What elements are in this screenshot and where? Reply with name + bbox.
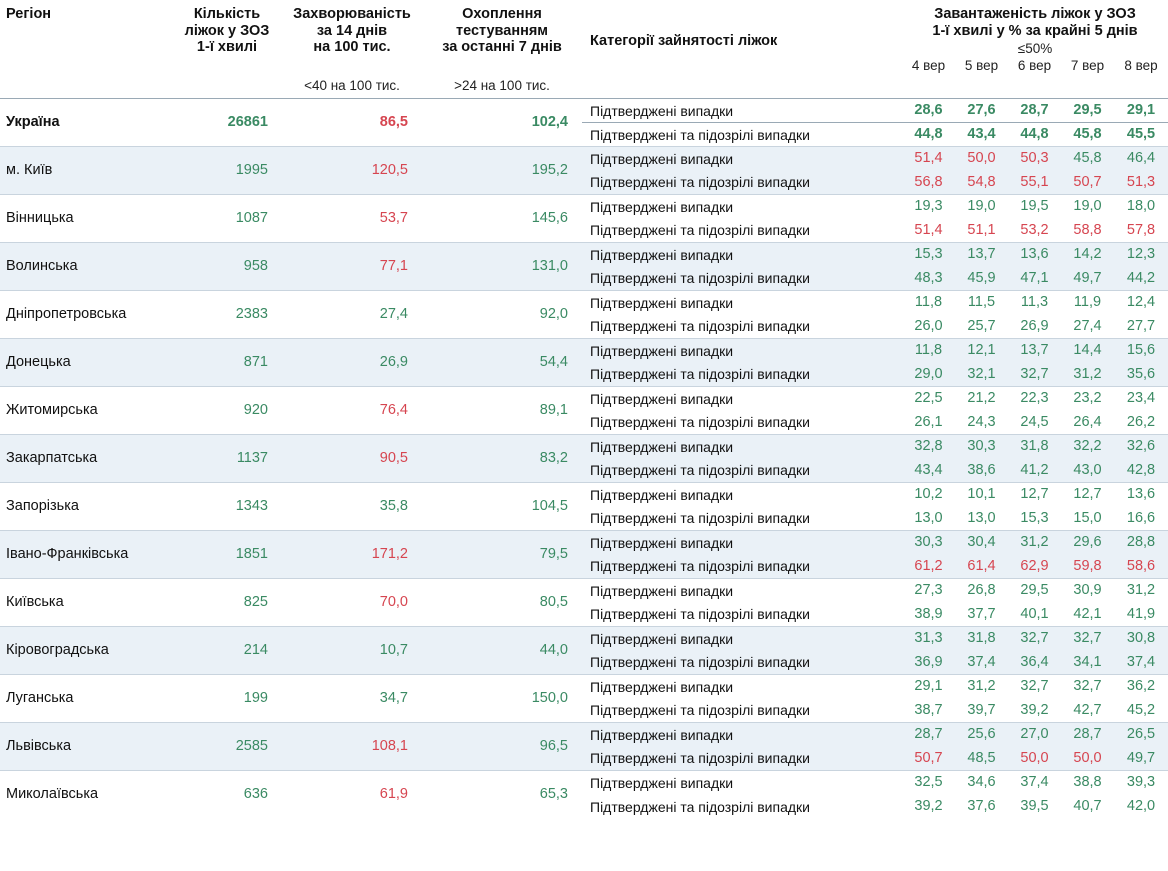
row-suspected-day-2: 55,1 xyxy=(1008,171,1061,195)
row-confirmed-day-3: 14,2 xyxy=(1061,243,1114,267)
header-incidence-line2: за 14 днів xyxy=(316,22,388,39)
row-confirmed-day-4: 23,4 xyxy=(1114,387,1168,411)
row-suspected-day-2: 26,9 xyxy=(1008,315,1061,339)
row-suspected-day-2: 44,8 xyxy=(1008,123,1061,147)
row-beds: 871 xyxy=(172,339,282,387)
row-region: м. Київ xyxy=(0,147,172,195)
header-notes-spacer-region xyxy=(0,76,172,99)
row-confirmed-day-0: 30,3 xyxy=(902,531,955,555)
row-suspected-day-3: 45,8 xyxy=(1061,123,1114,147)
table-row xyxy=(0,627,1168,651)
header-day-1: 5 вер xyxy=(955,57,1008,76)
row-region: Запорізька xyxy=(0,483,172,531)
table-row xyxy=(0,675,1168,699)
row-incidence: 120,5 xyxy=(282,147,422,195)
table-row xyxy=(0,291,1168,315)
row-confirmed-day-3: 14,4 xyxy=(1061,339,1114,363)
row-suspected-day-3: 42,7 xyxy=(1061,699,1114,723)
row-testing: 83,2 xyxy=(422,435,582,483)
header-incidence xyxy=(282,0,422,76)
row-suspected-day-1: 51,1 xyxy=(955,219,1008,243)
header-notes-spacer-cat xyxy=(582,76,902,99)
row-suspected-day-0: 36,9 xyxy=(902,651,955,675)
row-category-confirmed: Підтверджені випадки xyxy=(582,483,902,507)
row-category-confirmed: Підтверджені випадки xyxy=(582,771,902,795)
row-confirmed-day-3: 12,7 xyxy=(1061,483,1114,507)
header-beds-line1: Кількість xyxy=(193,6,261,22)
row-suspected-day-3: 42,1 xyxy=(1061,603,1114,627)
row-suspected-day-1: 45,9 xyxy=(955,267,1008,291)
row-beds: 214 xyxy=(172,627,282,675)
row-incidence: 27,4 xyxy=(282,291,422,339)
row-region: Івано-Франківська xyxy=(0,531,172,579)
row-confirmed-day-1: 26,8 xyxy=(955,579,1008,603)
header-notes-spacer-d0 xyxy=(902,76,955,99)
row-confirmed-day-4: 12,4 xyxy=(1114,291,1168,315)
row-suspected-day-3: 50,0 xyxy=(1061,747,1114,771)
row-category-confirmed-suspected: Підтверджені та підозрілі випадки xyxy=(582,747,902,771)
header-load-line2: 1-ї хвилі у % за крайні 5 днів xyxy=(932,22,1138,39)
row-confirmed-day-2: 12,7 xyxy=(1008,483,1061,507)
row-suspected-day-4: 58,6 xyxy=(1114,555,1168,579)
row-confirmed-day-1: 30,3 xyxy=(955,435,1008,459)
row-confirmed-day-3: 32,7 xyxy=(1061,675,1114,699)
row-category-confirmed: Підтверджені випадки xyxy=(582,435,902,459)
row-confirmed-day-2: 50,3 xyxy=(1008,147,1061,171)
row-confirmed-day-4: 32,6 xyxy=(1114,435,1168,459)
row-region: Львівська xyxy=(0,723,172,771)
header-incidence-line3: на 100 тис. xyxy=(313,39,391,56)
row-suspected-day-1: 61,4 xyxy=(955,555,1008,579)
row-confirmed-day-3: 19,0 xyxy=(1061,195,1114,219)
table-row xyxy=(0,771,1168,795)
row-category-confirmed-suspected: Підтверджені та підозрілі випадки xyxy=(582,411,902,435)
row-category-confirmed: Підтверджені випадки xyxy=(582,147,902,171)
row-incidence: 26,9 xyxy=(282,339,422,387)
row-confirmed-day-0: 29,1 xyxy=(902,675,955,699)
row-confirmed-day-2: 29,5 xyxy=(1008,579,1061,603)
row-suspected-day-0: 29,0 xyxy=(902,363,955,387)
row-suspected-day-4: 16,6 xyxy=(1114,507,1168,531)
row-confirmed-day-2: 37,4 xyxy=(1008,771,1061,795)
row-suspected-day-1: 37,7 xyxy=(955,603,1008,627)
row-incidence: 70,0 xyxy=(282,579,422,627)
row-beds: 1137 xyxy=(172,435,282,483)
row-suspected-day-0: 50,7 xyxy=(902,747,955,771)
row-beds: 26861 xyxy=(172,99,282,147)
header-testing-line3: за останні 7 днів xyxy=(442,39,562,56)
table-row xyxy=(0,99,1168,123)
row-testing: 150,0 xyxy=(422,675,582,723)
row-confirmed-day-0: 22,5 xyxy=(902,387,955,411)
row-confirmed-day-2: 13,7 xyxy=(1008,339,1061,363)
row-confirmed-day-2: 31,2 xyxy=(1008,531,1061,555)
row-suspected-day-3: 58,8 xyxy=(1061,219,1114,243)
row-confirmed-day-0: 15,3 xyxy=(902,243,955,267)
row-testing: 96,5 xyxy=(422,723,582,771)
header-categories: Категорії зайнятості ліжок xyxy=(582,0,902,76)
row-confirmed-day-4: 36,2 xyxy=(1114,675,1168,699)
row-suspected-day-2: 41,2 xyxy=(1008,459,1061,483)
row-incidence: 108,1 xyxy=(282,723,422,771)
row-category-confirmed: Підтверджені випадки xyxy=(582,723,902,747)
row-confirmed-day-0: 51,4 xyxy=(902,147,955,171)
row-category-confirmed-suspected: Підтверджені та підозрілі випадки xyxy=(582,795,902,819)
row-suspected-day-0: 26,1 xyxy=(902,411,955,435)
row-category-confirmed: Підтверджені випадки xyxy=(582,339,902,363)
row-region: Волинська xyxy=(0,243,172,291)
row-suspected-day-4: 42,0 xyxy=(1114,795,1168,819)
row-category-confirmed-suspected: Підтверджені та підозрілі випадки xyxy=(582,171,902,195)
row-category-confirmed-suspected: Підтверджені та підозрілі випадки xyxy=(582,651,902,675)
row-suspected-day-3: 34,1 xyxy=(1061,651,1114,675)
row-suspected-day-2: 39,5 xyxy=(1008,795,1061,819)
row-testing: 145,6 xyxy=(422,195,582,243)
table-row xyxy=(0,195,1168,219)
row-confirmed-day-4: 39,3 xyxy=(1114,771,1168,795)
row-testing: 44,0 xyxy=(422,627,582,675)
row-suspected-day-2: 62,9 xyxy=(1008,555,1061,579)
row-incidence: 76,4 xyxy=(282,387,422,435)
header-beds-line2: ліжок у ЗОЗ xyxy=(184,22,270,39)
header-testing-note: >24 на 100 тис. xyxy=(422,76,582,99)
row-confirmed-day-4: 28,8 xyxy=(1114,531,1168,555)
row-confirmed-day-4: 18,0 xyxy=(1114,195,1168,219)
row-confirmed-day-3: 29,6 xyxy=(1061,531,1114,555)
row-category-confirmed: Підтверджені випадки xyxy=(582,579,902,603)
row-region: Вінницька xyxy=(0,195,172,243)
row-suspected-day-4: 37,4 xyxy=(1114,651,1168,675)
header-testing xyxy=(422,0,582,76)
row-testing: 54,4 xyxy=(422,339,582,387)
header-notes-spacer-d2 xyxy=(1008,76,1061,99)
row-confirmed-day-4: 12,3 xyxy=(1114,243,1168,267)
header-day-0: 4 вер xyxy=(902,57,955,76)
row-confirmed-day-1: 31,2 xyxy=(955,675,1008,699)
row-suspected-day-1: 43,4 xyxy=(955,123,1008,147)
row-confirmed-day-3: 32,2 xyxy=(1061,435,1114,459)
row-confirmed-day-1: 10,1 xyxy=(955,483,1008,507)
header-incidence-note: <40 на 100 тис. xyxy=(282,76,422,99)
header-notes-spacer-d1 xyxy=(955,76,1008,99)
row-testing: 104,5 xyxy=(422,483,582,531)
row-incidence: 171,2 xyxy=(282,531,422,579)
row-confirmed-day-4: 15,6 xyxy=(1114,339,1168,363)
row-testing: 65,3 xyxy=(422,771,582,819)
row-suspected-day-1: 32,1 xyxy=(955,363,1008,387)
row-region: Україна xyxy=(0,99,172,147)
row-suspected-day-0: 43,4 xyxy=(902,459,955,483)
table-row xyxy=(0,387,1168,411)
row-suspected-day-0: 56,8 xyxy=(902,171,955,195)
row-confirmed-day-2: 13,6 xyxy=(1008,243,1061,267)
row-region: Кіровоградська xyxy=(0,627,172,675)
table-body xyxy=(0,99,1168,819)
row-suspected-day-0: 38,7 xyxy=(902,699,955,723)
row-region: Київська xyxy=(0,579,172,627)
table-header xyxy=(0,0,1168,99)
row-confirmed-day-0: 31,3 xyxy=(902,627,955,651)
row-category-confirmed: Підтверджені випадки xyxy=(582,627,902,651)
header-day-4: 8 вер xyxy=(1114,57,1168,76)
row-beds: 636 xyxy=(172,771,282,819)
row-suspected-day-3: 26,4 xyxy=(1061,411,1114,435)
row-incidence: 35,8 xyxy=(282,483,422,531)
row-confirmed-day-3: 28,7 xyxy=(1061,723,1114,747)
row-confirmed-day-0: 32,5 xyxy=(902,771,955,795)
row-suspected-day-1: 38,6 xyxy=(955,459,1008,483)
row-confirmed-day-0: 27,3 xyxy=(902,579,955,603)
row-incidence: 53,7 xyxy=(282,195,422,243)
row-suspected-day-3: 40,7 xyxy=(1061,795,1114,819)
row-testing: 80,5 xyxy=(422,579,582,627)
row-suspected-day-3: 31,2 xyxy=(1061,363,1114,387)
row-category-confirmed: Підтверджені випадки xyxy=(582,531,902,555)
row-confirmed-day-4: 29,1 xyxy=(1114,99,1168,123)
row-suspected-day-0: 51,4 xyxy=(902,219,955,243)
row-suspected-day-2: 50,0 xyxy=(1008,747,1061,771)
row-beds: 2383 xyxy=(172,291,282,339)
row-suspected-day-2: 47,1 xyxy=(1008,267,1061,291)
row-incidence: 77,1 xyxy=(282,243,422,291)
row-confirmed-day-1: 31,8 xyxy=(955,627,1008,651)
row-suspected-day-2: 53,2 xyxy=(1008,219,1061,243)
row-confirmed-day-4: 26,5 xyxy=(1114,723,1168,747)
row-suspected-day-0: 61,2 xyxy=(902,555,955,579)
row-category-confirmed-suspected: Підтверджені та підозрілі випадки xyxy=(582,459,902,483)
row-confirmed-day-3: 38,8 xyxy=(1061,771,1114,795)
row-testing: 79,5 xyxy=(422,531,582,579)
row-confirmed-day-1: 25,6 xyxy=(955,723,1008,747)
row-suspected-day-1: 25,7 xyxy=(955,315,1008,339)
row-region: Дніпропетровська xyxy=(0,291,172,339)
row-incidence: 34,7 xyxy=(282,675,422,723)
row-confirmed-day-0: 10,2 xyxy=(902,483,955,507)
row-confirmed-day-1: 13,7 xyxy=(955,243,1008,267)
row-suspected-day-3: 43,0 xyxy=(1061,459,1114,483)
row-confirmed-day-1: 19,0 xyxy=(955,195,1008,219)
row-suspected-day-4: 57,8 xyxy=(1114,219,1168,243)
row-suspected-day-4: 49,7 xyxy=(1114,747,1168,771)
header-testing-line1: Охоплення xyxy=(462,6,542,22)
row-category-confirmed: Підтверджені випадки xyxy=(582,291,902,315)
table-row xyxy=(0,483,1168,507)
row-incidence: 61,9 xyxy=(282,771,422,819)
row-suspected-day-2: 40,1 xyxy=(1008,603,1061,627)
row-suspected-day-2: 15,3 xyxy=(1008,507,1061,531)
row-category-confirmed-suspected: Підтверджені та підозрілі випадки xyxy=(582,699,902,723)
row-testing: 89,1 xyxy=(422,387,582,435)
row-incidence: 10,7 xyxy=(282,627,422,675)
table-row xyxy=(0,339,1168,363)
header-testing-line2: тестуванням xyxy=(455,22,549,39)
row-suspected-day-4: 35,6 xyxy=(1114,363,1168,387)
row-testing: 92,0 xyxy=(422,291,582,339)
row-suspected-day-1: 13,0 xyxy=(955,507,1008,531)
header-region: Регіон xyxy=(0,0,172,76)
row-region: Луганська xyxy=(0,675,172,723)
header-load-line1: Завантаженість ліжок у ЗОЗ xyxy=(934,6,1136,22)
row-beds: 825 xyxy=(172,579,282,627)
header-threshold: ≤50% xyxy=(1017,41,1053,57)
row-beds: 958 xyxy=(172,243,282,291)
table-row xyxy=(0,579,1168,603)
row-suspected-day-4: 27,7 xyxy=(1114,315,1168,339)
row-confirmed-day-1: 21,2 xyxy=(955,387,1008,411)
header-notes-spacer-beds xyxy=(172,76,282,99)
row-suspected-day-3: 49,7 xyxy=(1061,267,1114,291)
header-day-2: 6 вер xyxy=(1008,57,1061,76)
row-confirmed-day-0: 11,8 xyxy=(902,339,955,363)
row-beds: 1851 xyxy=(172,531,282,579)
row-confirmed-day-2: 11,3 xyxy=(1008,291,1061,315)
row-confirmed-day-2: 32,7 xyxy=(1008,627,1061,651)
row-suspected-day-3: 59,8 xyxy=(1061,555,1114,579)
row-suspected-day-2: 24,5 xyxy=(1008,411,1061,435)
row-confirmed-day-2: 27,0 xyxy=(1008,723,1061,747)
row-beds: 1087 xyxy=(172,195,282,243)
row-confirmed-day-3: 30,9 xyxy=(1061,579,1114,603)
row-suspected-day-0: 38,9 xyxy=(902,603,955,627)
row-confirmed-day-1: 50,0 xyxy=(955,147,1008,171)
row-confirmed-day-0: 32,8 xyxy=(902,435,955,459)
row-region: Донецька xyxy=(0,339,172,387)
row-confirmed-day-1: 11,5 xyxy=(955,291,1008,315)
row-category-confirmed: Підтверджені випадки xyxy=(582,675,902,699)
row-confirmed-day-0: 28,6 xyxy=(902,99,955,123)
row-confirmed-day-3: 11,9 xyxy=(1061,291,1114,315)
row-category-confirmed-suspected: Підтверджені та підозрілі випадки xyxy=(582,123,902,147)
row-category-confirmed-suspected: Підтверджені та підозрілі випадки xyxy=(582,555,902,579)
row-testing: 195,2 xyxy=(422,147,582,195)
row-confirmed-day-3: 45,8 xyxy=(1061,147,1114,171)
row-suspected-day-4: 44,2 xyxy=(1114,267,1168,291)
row-suspected-day-0: 48,3 xyxy=(902,267,955,291)
row-suspected-day-0: 13,0 xyxy=(902,507,955,531)
row-confirmed-day-3: 32,7 xyxy=(1061,627,1114,651)
row-confirmed-day-4: 31,2 xyxy=(1114,579,1168,603)
row-confirmed-day-2: 32,7 xyxy=(1008,675,1061,699)
table-row xyxy=(0,531,1168,555)
row-category-confirmed: Підтверджені випадки xyxy=(582,387,902,411)
row-category-confirmed-suspected: Підтверджені та підозрілі випадки xyxy=(582,603,902,627)
row-confirmed-day-2: 19,5 xyxy=(1008,195,1061,219)
row-confirmed-day-2: 22,3 xyxy=(1008,387,1061,411)
row-suspected-day-4: 51,3 xyxy=(1114,171,1168,195)
row-suspected-day-0: 39,2 xyxy=(902,795,955,819)
row-category-confirmed-suspected: Підтверджені та підозрілі випадки xyxy=(582,363,902,387)
row-suspected-day-3: 27,4 xyxy=(1061,315,1114,339)
row-suspected-day-1: 39,7 xyxy=(955,699,1008,723)
row-incidence: 86,5 xyxy=(282,99,422,147)
row-confirmed-day-2: 28,7 xyxy=(1008,99,1061,123)
row-suspected-day-1: 37,4 xyxy=(955,651,1008,675)
row-suspected-day-1: 37,6 xyxy=(955,795,1008,819)
row-confirmed-day-0: 11,8 xyxy=(902,291,955,315)
row-suspected-day-4: 26,2 xyxy=(1114,411,1168,435)
row-category-confirmed-suspected: Підтверджені та підозрілі випадки xyxy=(582,219,902,243)
row-category-confirmed-suspected: Підтверджені та підозрілі випадки xyxy=(582,267,902,291)
row-suspected-day-3: 15,0 xyxy=(1061,507,1114,531)
header-beds-line3: 1-ї хвилі xyxy=(196,39,258,56)
row-category-confirmed: Підтверджені випадки xyxy=(582,99,902,123)
row-suspected-day-4: 41,9 xyxy=(1114,603,1168,627)
row-suspected-day-3: 50,7 xyxy=(1061,171,1114,195)
row-category-confirmed-suspected: Підтверджені та підозрілі випадки xyxy=(582,507,902,531)
header-notes-spacer-d3 xyxy=(1061,76,1114,99)
row-suspected-day-4: 45,2 xyxy=(1114,699,1168,723)
row-confirmed-day-1: 27,6 xyxy=(955,99,1008,123)
row-suspected-day-2: 32,7 xyxy=(1008,363,1061,387)
row-suspected-day-2: 36,4 xyxy=(1008,651,1061,675)
row-confirmed-day-4: 13,6 xyxy=(1114,483,1168,507)
row-beds: 1343 xyxy=(172,483,282,531)
row-confirmed-day-1: 12,1 xyxy=(955,339,1008,363)
row-confirmed-day-1: 30,4 xyxy=(955,531,1008,555)
row-category-confirmed-suspected: Підтверджені та підозрілі випадки xyxy=(582,315,902,339)
header-load xyxy=(902,0,1168,57)
row-suspected-day-4: 42,8 xyxy=(1114,459,1168,483)
row-confirmed-day-0: 28,7 xyxy=(902,723,955,747)
row-region: Житомирська xyxy=(0,387,172,435)
row-suspected-day-1: 48,5 xyxy=(955,747,1008,771)
table-row xyxy=(0,435,1168,459)
row-confirmed-day-1: 34,6 xyxy=(955,771,1008,795)
row-testing: 131,0 xyxy=(422,243,582,291)
header-beds xyxy=(172,0,282,76)
row-category-confirmed: Підтверджені випадки xyxy=(582,243,902,267)
row-confirmed-day-0: 19,3 xyxy=(902,195,955,219)
row-beds: 199 xyxy=(172,675,282,723)
row-confirmed-day-3: 29,5 xyxy=(1061,99,1114,123)
row-beds: 2585 xyxy=(172,723,282,771)
row-testing: 102,4 xyxy=(422,99,582,147)
row-confirmed-day-3: 23,2 xyxy=(1061,387,1114,411)
row-region: Закарпатська xyxy=(0,435,172,483)
row-suspected-day-0: 44,8 xyxy=(902,123,955,147)
row-incidence: 90,5 xyxy=(282,435,422,483)
table-row xyxy=(0,723,1168,747)
header-day-3: 7 вер xyxy=(1061,57,1114,76)
row-suspected-day-1: 24,3 xyxy=(955,411,1008,435)
table-row xyxy=(0,243,1168,267)
row-beds: 920 xyxy=(172,387,282,435)
row-region: Миколаївська xyxy=(0,771,172,819)
row-suspected-day-4: 45,5 xyxy=(1114,123,1168,147)
row-beds: 1995 xyxy=(172,147,282,195)
row-confirmed-day-4: 46,4 xyxy=(1114,147,1168,171)
header-notes-row xyxy=(0,76,1168,99)
table-row xyxy=(0,147,1168,171)
row-suspected-day-2: 39,2 xyxy=(1008,699,1061,723)
row-suspected-day-1: 54,8 xyxy=(955,171,1008,195)
header-notes-spacer-d4 xyxy=(1114,76,1168,99)
row-confirmed-day-2: 31,8 xyxy=(1008,435,1061,459)
row-category-confirmed: Підтверджені випадки xyxy=(582,195,902,219)
header-incidence-line1: Захворюваність xyxy=(293,6,411,22)
row-suspected-day-0: 26,0 xyxy=(902,315,955,339)
row-confirmed-day-4: 30,8 xyxy=(1114,627,1168,651)
